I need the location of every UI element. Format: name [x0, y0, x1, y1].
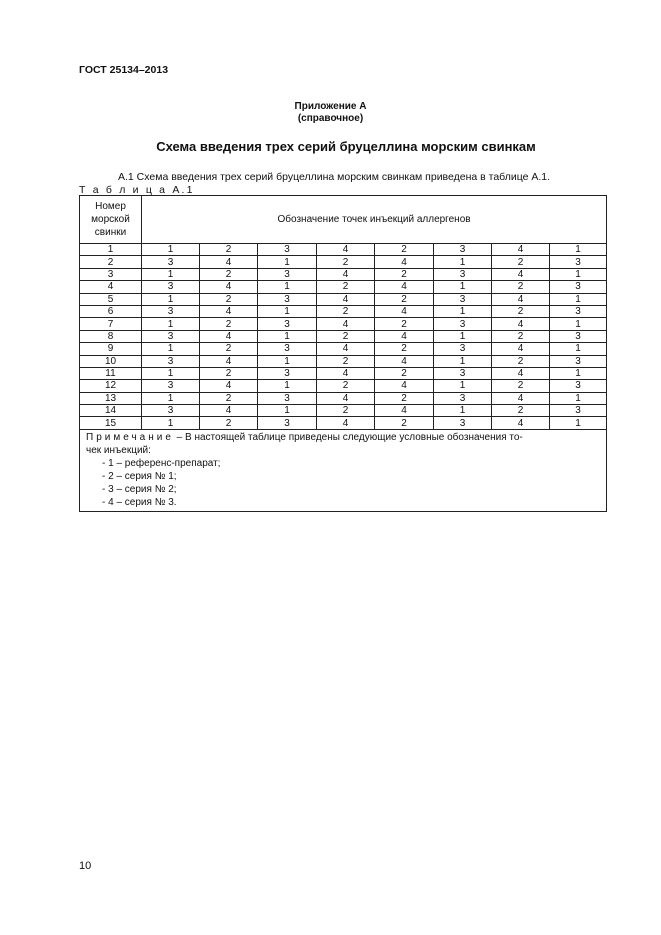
injection-point-cell: 2: [375, 293, 434, 305]
injection-point-cell: 2: [200, 318, 258, 330]
injection-point-cell: 3: [434, 392, 492, 404]
injection-point-cell: 4: [317, 318, 375, 330]
injection-point-cell: 2: [200, 293, 258, 305]
injection-point-cell: 3: [142, 330, 200, 342]
injection-point-cell: 2: [317, 405, 375, 417]
row-number-cell: 8: [80, 330, 142, 342]
injection-point-cell: 1: [434, 256, 492, 268]
injection-point-cell: 2: [492, 330, 550, 342]
injection-point-cell: 3: [550, 380, 607, 392]
row-number-cell: 1: [80, 244, 142, 256]
injection-point-cell: 3: [142, 380, 200, 392]
injection-point-cell: 2: [375, 318, 434, 330]
injection-point-cell: 1: [258, 330, 317, 342]
injection-point-cell: 4: [317, 417, 375, 429]
injection-point-cell: 3: [142, 256, 200, 268]
injection-point-cell: 3: [434, 293, 492, 305]
table-row: [80, 355, 607, 367]
injection-point-cell: 4: [200, 305, 258, 317]
injection-point-cell: 3: [258, 293, 317, 305]
injection-point-cell: 4: [375, 256, 434, 268]
injection-point-cell: 4: [317, 244, 375, 256]
injection-point-cell: 3: [550, 355, 607, 367]
injection-point-cell: 4: [200, 380, 258, 392]
page-number: 10: [79, 860, 92, 872]
note-item: - 4 – серия № 3.: [102, 496, 177, 508]
table-row: [80, 380, 607, 392]
injection-point-cell: 1: [550, 268, 607, 280]
header-guinea-pig-number: Номер морской свинки: [80, 196, 142, 244]
injection-point-cell: 4: [200, 281, 258, 293]
injection-point-cell: 3: [550, 305, 607, 317]
injection-point-cell: 4: [317, 268, 375, 280]
injection-point-cell: 1: [434, 380, 492, 392]
injection-point-cell: 1: [258, 256, 317, 268]
injection-point-cell: 2: [200, 343, 258, 355]
injection-point-cell: 1: [258, 305, 317, 317]
standard-header: ГОСТ 25134–2013: [79, 64, 169, 76]
injection-point-cell: 2: [317, 281, 375, 293]
injection-point-cell: 4: [375, 281, 434, 293]
injection-point-cell: 3: [142, 305, 200, 317]
injection-point-cell: 1: [434, 330, 492, 342]
injection-point-cell: 1: [142, 293, 200, 305]
table-row: [80, 293, 607, 305]
injection-point-cell: 2: [317, 355, 375, 367]
row-number-cell: 3: [80, 268, 142, 280]
note-label: Примечание: [86, 431, 174, 443]
injection-point-cell: 3: [258, 318, 317, 330]
injection-point-cell: 2: [375, 343, 434, 355]
injection-point-cell: 3: [550, 405, 607, 417]
injection-point-cell: 1: [550, 293, 607, 305]
injection-point-cell: 3: [434, 244, 492, 256]
injection-point-cell: 3: [258, 417, 317, 429]
table-row: [80, 281, 607, 293]
row-number-cell: 9: [80, 343, 142, 355]
table-header-row: [80, 196, 607, 244]
note-item: - 3 – серия № 2;: [102, 483, 177, 495]
table-row: [80, 367, 607, 379]
injection-point-cell: 3: [550, 256, 607, 268]
injection-point-cell: 1: [142, 367, 200, 379]
document-title: Схема введения трех серий бруцеллина морским свинкам: [156, 139, 536, 154]
injection-point-cell: 2: [200, 268, 258, 280]
injection-point-cell: 3: [550, 281, 607, 293]
row-number-cell: 11: [80, 367, 142, 379]
table-note-row: [80, 429, 607, 511]
injection-point-cell: 4: [317, 293, 375, 305]
injection-point-cell: 2: [317, 256, 375, 268]
injection-point-cell: 2: [317, 330, 375, 342]
injection-point-cell: 4: [492, 244, 550, 256]
table-row: [80, 392, 607, 404]
injection-point-cell: 2: [492, 380, 550, 392]
intro-paragraph: А.1 Схема введения трех серий бруцеллина морским свинкам приведена в таблице А.1.: [118, 171, 551, 183]
injection-point-cell: 4: [375, 405, 434, 417]
row-number-cell: 10: [80, 355, 142, 367]
injection-point-cell: 3: [142, 355, 200, 367]
injection-point-cell: 1: [550, 367, 607, 379]
injection-point-cell: 2: [492, 256, 550, 268]
injection-point-cell: 3: [434, 417, 492, 429]
injection-point-cell: 4: [492, 417, 550, 429]
injection-point-cell: 4: [375, 305, 434, 317]
appendix-heading: [0, 101, 661, 125]
injection-point-cell: 1: [550, 417, 607, 429]
injection-point-cell: 1: [550, 244, 607, 256]
appendix-subtitle: (справочное): [297, 113, 364, 124]
table-caption: Т а б л и ц а А.1: [79, 184, 195, 196]
note-item: - 1 – референс-препарат;: [102, 457, 221, 469]
injection-point-cell: 2: [492, 405, 550, 417]
injection-point-cell: 2: [492, 305, 550, 317]
row-number-cell: 4: [80, 281, 142, 293]
injection-point-cell: 1: [142, 244, 200, 256]
injection-point-cell: 1: [258, 405, 317, 417]
injection-point-cell: 1: [434, 355, 492, 367]
injection-point-cell: 3: [258, 244, 317, 256]
injection-point-cell: 2: [200, 392, 258, 404]
injection-point-cell: 2: [200, 367, 258, 379]
header-injection-points: Обозначение точек инъекций аллергенов: [142, 196, 607, 244]
injection-point-cell: 3: [258, 367, 317, 379]
injection-point-cell: 4: [492, 268, 550, 280]
injection-point-cell: 2: [375, 367, 434, 379]
note-text-2: чек инъекций:: [86, 444, 151, 456]
injection-point-cell: 1: [434, 305, 492, 317]
injection-point-cell: 4: [492, 367, 550, 379]
injection-scheme-table: [79, 195, 607, 512]
injection-point-cell: 1: [258, 281, 317, 293]
injection-point-cell: 2: [375, 244, 434, 256]
injection-point-cell: 3: [434, 268, 492, 280]
injection-point-cell: 1: [142, 268, 200, 280]
injection-point-cell: 3: [258, 268, 317, 280]
row-number-cell: 2: [80, 256, 142, 268]
injection-point-cell: 4: [317, 367, 375, 379]
injection-point-cell: 3: [434, 343, 492, 355]
injection-point-cell: 4: [375, 355, 434, 367]
row-number-cell: 15: [80, 417, 142, 429]
injection-point-cell: 1: [142, 318, 200, 330]
injection-point-cell: 4: [317, 392, 375, 404]
injection-point-cell: 2: [317, 380, 375, 392]
injection-point-cell: 1: [258, 355, 317, 367]
row-number-cell: 13: [80, 392, 142, 404]
injection-point-cell: 2: [492, 281, 550, 293]
injection-point-cell: 3: [434, 318, 492, 330]
injection-point-cell: 4: [375, 330, 434, 342]
injection-point-cell: 2: [375, 268, 434, 280]
table-row: [80, 244, 607, 256]
injection-point-cell: 2: [375, 392, 434, 404]
injection-point-cell: 4: [375, 380, 434, 392]
row-number-cell: 14: [80, 405, 142, 417]
injection-point-cell: 1: [142, 417, 200, 429]
injection-point-cell: 3: [550, 330, 607, 342]
injection-point-cell: 3: [258, 343, 317, 355]
injection-point-cell: 4: [492, 293, 550, 305]
injection-point-cell: 1: [258, 380, 317, 392]
table-row: [80, 343, 607, 355]
injection-point-cell: 4: [200, 405, 258, 417]
appendix-title: Приложение А: [294, 101, 367, 112]
note-text-1: – В настоящей таблице приведены следующие условные обозначения то-: [173, 431, 523, 443]
injection-point-cell: 3: [142, 405, 200, 417]
table-row: [80, 305, 607, 317]
injection-point-cell: 2: [492, 355, 550, 367]
injection-point-cell: 1: [434, 405, 492, 417]
injection-point-cell: 1: [142, 343, 200, 355]
injection-point-cell: 2: [200, 417, 258, 429]
row-number-cell: 7: [80, 318, 142, 330]
injection-point-cell: 1: [550, 318, 607, 330]
injection-point-cell: 1: [142, 392, 200, 404]
injection-point-cell: 1: [550, 343, 607, 355]
injection-point-cell: 3: [434, 367, 492, 379]
injection-point-cell: 4: [492, 318, 550, 330]
injection-point-cell: 4: [492, 392, 550, 404]
injection-point-cell: 4: [492, 343, 550, 355]
row-number-cell: 5: [80, 293, 142, 305]
table-row: [80, 256, 607, 268]
injection-point-cell: 2: [375, 417, 434, 429]
injection-point-cell: 3: [258, 392, 317, 404]
table-row: [80, 268, 607, 280]
row-number-cell: 12: [80, 380, 142, 392]
table-note: [80, 429, 607, 511]
injection-point-cell: 4: [200, 330, 258, 342]
injection-point-cell: 4: [200, 355, 258, 367]
injection-point-cell: 3: [142, 281, 200, 293]
table-row: [80, 330, 607, 342]
injection-point-cell: 4: [200, 256, 258, 268]
row-number-cell: 6: [80, 305, 142, 317]
injection-point-cell: 2: [317, 305, 375, 317]
table-row: [80, 318, 607, 330]
table-row: [80, 417, 607, 429]
note-item: - 2 – серия № 1;: [102, 470, 177, 482]
injection-point-cell: 1: [434, 281, 492, 293]
injection-point-cell: 1: [550, 392, 607, 404]
injection-point-cell: 2: [200, 244, 258, 256]
injection-point-cell: 4: [317, 343, 375, 355]
table-row: [80, 405, 607, 417]
